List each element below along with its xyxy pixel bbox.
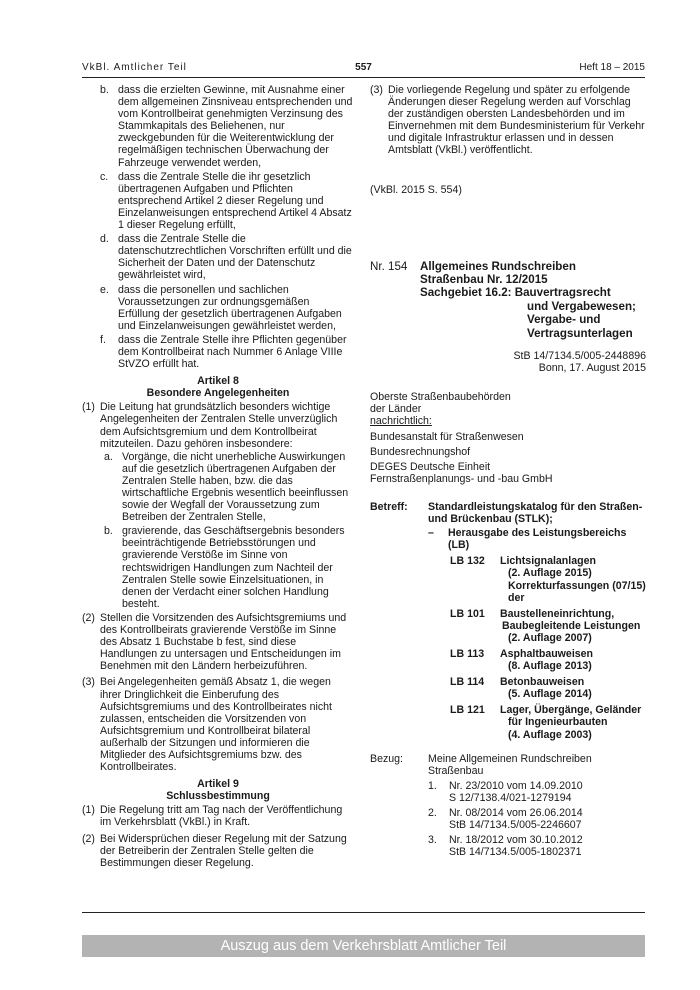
circular-title-5: Vergabe- und — [527, 313, 601, 327]
reference-item-line1: Nr. 08/2014 vom 26.06.2014 — [449, 807, 583, 819]
page-header — [82, 62, 645, 76]
list-item-label: b. — [100, 84, 109, 96]
list-item-text: dass die Zentrale Stelle ihre Pflichten gegenüber dem Kontrollbeirat nach Nummer 6 Anlage VIIIe StVZO erfüllt hat. — [118, 333, 347, 371]
footer-banner: Auszug aus dem Verkehrsblatt Amtlicher Teil — [82, 935, 645, 957]
lb-title: Betonbauweisen — [500, 676, 585, 689]
source-reference: (VkBl. 2015 S. 554) — [370, 183, 462, 196]
lb-detail: (4. Auflage 2003) — [508, 728, 592, 741]
list-item — [82, 284, 354, 332]
circular-title-2: Straßenbau Nr. 12/2015 — [420, 273, 548, 287]
article-8-sublist — [82, 451, 354, 610]
list-item-label: a. — [104, 450, 113, 463]
lb-item — [370, 555, 646, 603]
lb-code: LB 114 — [450, 676, 485, 689]
list-item — [82, 171, 354, 231]
right-column — [370, 84, 646, 858]
reference-item-label: 1. — [428, 779, 437, 792]
page-number: 557 — [355, 62, 372, 73]
reference-block — [370, 753, 646, 859]
circular-title-3: Sachgebiet 16.2: Bauvertragsrecht — [420, 286, 611, 300]
lb-detail: der — [508, 591, 525, 604]
lb-detail: für Ingenieurbauten — [508, 716, 608, 729]
list-item-text: dass die erzielten Gewinne, mit Ausnahme einer dem allgemeinen Zinsniveau entsprechenden und vom Kontrollbeirat genehmigten Verzinsung des Stammkapitals des Beliehenen, nur zweckgebunden für die Weiterentwicklung der regelmäßigen technischen Überwachung der Fahrzeuge verwendet werden, — [118, 84, 353, 169]
lb-code: LB 132 — [450, 555, 485, 568]
journal-name: VkBl. Amtlicher Teil — [82, 62, 187, 73]
issue-number: Heft 18 – 2015 — [579, 62, 645, 73]
lb-detail: Baubegleitende Leistungen — [502, 619, 641, 632]
article-9-heading: Artikel 9 — [197, 778, 239, 791]
list-item-label: b. — [104, 525, 113, 538]
lb-item — [370, 648, 646, 672]
lb-item — [370, 608, 646, 644]
lb-title: Lichtsignalanlagen — [500, 555, 596, 568]
list-item-label: d. — [100, 233, 109, 246]
reference-list — [428, 780, 646, 859]
article-8-para-3: (3) Bei Angelegenheiten gemäß Absatz 1, die wegen ihrer Dringlichkeit die Einberufung des Aufsichtsgremiums und des Kontrollbeirates nicht zulassen, entscheiden die Vorsitzenden von Aufsichtsgremium und Kontrollbeirat bilateral außerhalb der Sitzungen und informieren die Mitglieder des Aufsichtsgremiums bzw. des Kontrollbeirates. — [82, 676, 332, 774]
list-item — [82, 233, 354, 281]
file-reference: StB 14/7134.5/005-2448896 — [513, 350, 646, 363]
reference-item-label: 3. — [428, 834, 437, 847]
list-item-text: dass die Zentrale Stelle die datenschutzrechtlichen Vorschriften erfüllt und die Sicherheit der Daten und der Datenschutz gewährleistet wird, — [118, 233, 352, 282]
lb-code: LB 121 — [450, 704, 485, 717]
lb-item — [370, 704, 646, 740]
reference-item-line2: StB 14/7134.5/005-2246607 — [449, 819, 582, 832]
reference-item — [428, 834, 646, 858]
lb-detail: (8. Auflage 2013) — [508, 660, 592, 673]
list-item — [82, 84, 354, 169]
lb-title: Asphaltbauweisen — [500, 647, 594, 660]
article-8-heading: Artikel 8 — [197, 375, 239, 388]
list-item-text: Vorgänge, die nicht unerhebliche Auswirkungen auf die gesetzlich übertragenen Aufgaben der Zentralen Stelle haben, bzw. die das wirtschaftliche Ergebnis wesentlich beeinflussen sowie der Wegfall der Voraussetzung zum Betreiben der Zentralen Stelle, — [122, 450, 349, 524]
article-8-para-1: (1) Die Leitung hat grundsätzlich besonders wichtige Angelegenheiten der Zentralen Stelle unverzüglich dem Aufsichtsgremium und dem Kontrollbeirat mitzuteilen. Dazu gehören insbesondere: — [82, 401, 338, 450]
article-9-title: Schlussbestimmung — [166, 790, 270, 803]
reference-item-line2: S 12/7138.4/021-1279194 — [449, 791, 572, 804]
list-item — [82, 334, 354, 370]
footer-rule — [82, 912, 645, 913]
reference-item-label: 2. — [428, 807, 437, 819]
list-item — [82, 451, 354, 524]
subject-block — [370, 501, 646, 525]
circular-title-6: Vertragsunterlagen — [527, 326, 633, 340]
circular-heading — [370, 260, 646, 340]
lb-detail: (2. Auflage 2015) — [508, 567, 592, 580]
reference-item — [428, 780, 646, 804]
left-column — [82, 84, 354, 873]
list-item-label: e. — [100, 283, 109, 296]
right-para-3: (3) Die vorliegende Regelung und später zu erfolgende Änderungen dieser Regelung werden auf Vorschlag der zuständigen obersten Landesbehörden und im Einvernehmen mit dem Bundesministerium für Verkehr und digitale Infrastruktur erlassen und in dessen Amtsblatt (VkBl.) veröffentlicht. — [370, 84, 645, 157]
lb-detail: Korrekturfassungen (07/15) — [508, 579, 646, 592]
list-top — [82, 84, 354, 370]
article-9-para-1: (1) Die Regelung tritt am Tag nach der Veröffentlichung im Verkehrsblatt (VkBl.) in Kraft. — [82, 804, 343, 829]
circular-title-1: Allgemeines Rundschreiben — [420, 259, 576, 273]
reference-label: Bezug: — [370, 752, 403, 765]
subject-label: Betreff: — [370, 500, 408, 513]
reference-item — [428, 807, 646, 831]
cc-label: nachrichtlich: — [370, 415, 432, 428]
lb-item — [370, 676, 646, 700]
lb-title: Baustelleneinrichtung, — [500, 607, 615, 620]
recipients: Oberste Straßenbaubehörden der Länder nachrichtlich: Bundesanstalt für Straßenwesen Bundesrechnungshof DEGES Deutsche Einheit Fernstraßenplanungs- und -bau GmbH — [370, 391, 646, 485]
lb-code: LB 101 — [450, 607, 485, 620]
document-date: Bonn, 17. August 2015 — [538, 362, 646, 375]
lb-detail: (5. Auflage 2014) — [508, 688, 592, 701]
subject-dash-item: – Herausgabe des Leistungsbereichs (LB) — [428, 527, 627, 552]
article-8-para-2: (2) Stellen die Vorsitzenden des Aufsichtsgremiums und des Kontrollbeirats gravierende Verstöße im Sinne des Absatz 1 Buchstabe b fest, sind diese Handlungen zu untersagen und Entscheidungen im Benehmen mit den Ländern herbeizuführen. — [82, 611, 347, 673]
article-9-para-2: (2) Bei Widersprüchen dieser Regelung mit der Satzung der Betreiberin der Zentralen Stelle gelten die Bestimmungen dieser Regelung. — [82, 832, 347, 869]
circular-title-4: und Vergabewesen; — [527, 299, 636, 313]
lb-detail: (2. Auflage 2007) — [508, 631, 592, 644]
reference-text: Meine Allgemeinen Rundschreiben Straßenbau — [428, 752, 592, 777]
reference-item-line2: StB 14/7134.5/005-1802371 — [449, 846, 582, 859]
lb-list — [370, 555, 646, 740]
list-item-text: dass die Zentrale Stelle die ihr gesetzlich übertragenen Aufgaben und Pflichten entsprechend Artikel 2 dieser Regelung und Einzelanweisungen entsprechend Artikel 4 Absatz 1 dieser Regelung erfüllt, — [118, 170, 352, 232]
circular-number: Nr. 154 — [370, 259, 408, 273]
list-item — [82, 525, 354, 610]
article-8-title: Besondere Angelegenheiten — [146, 387, 290, 400]
list-item-label: c. — [100, 170, 109, 183]
list-item-text: dass die personellen und sachlichen Voraussetzungen zur ordnungsgemäßen Erfüllung der gesetzlich übertragenen Aufgaben und Einzelanweisungen gewährleistet werden, — [118, 283, 342, 332]
header-rule — [82, 77, 645, 78]
list-item-text: gravierende, das Geschäftsergebnis besonders beeinträchtigende Betriebsstörungen und gravierende Verstöße im Sinne von rechtswidrigen Handlungen zum Nachteil der Zentralen Stelle sowie Einzelsituationen, in denen der Verdacht einer solchen Handlung besteht. — [122, 525, 345, 610]
list-item-label: f. — [100, 333, 106, 346]
reference-item-line1: Nr. 23/2010 vom 14.09.2010 — [449, 779, 583, 792]
lb-title: Lager, Übergänge, Geländer — [500, 704, 642, 717]
reference-item-line1: Nr. 18/2012 vom 30.10.2012 — [449, 834, 583, 847]
lb-code: LB 113 — [450, 647, 485, 660]
subject-text: Standardleistungskatalog für den Straßen- und Brückenbau (STLK); — [428, 500, 643, 526]
